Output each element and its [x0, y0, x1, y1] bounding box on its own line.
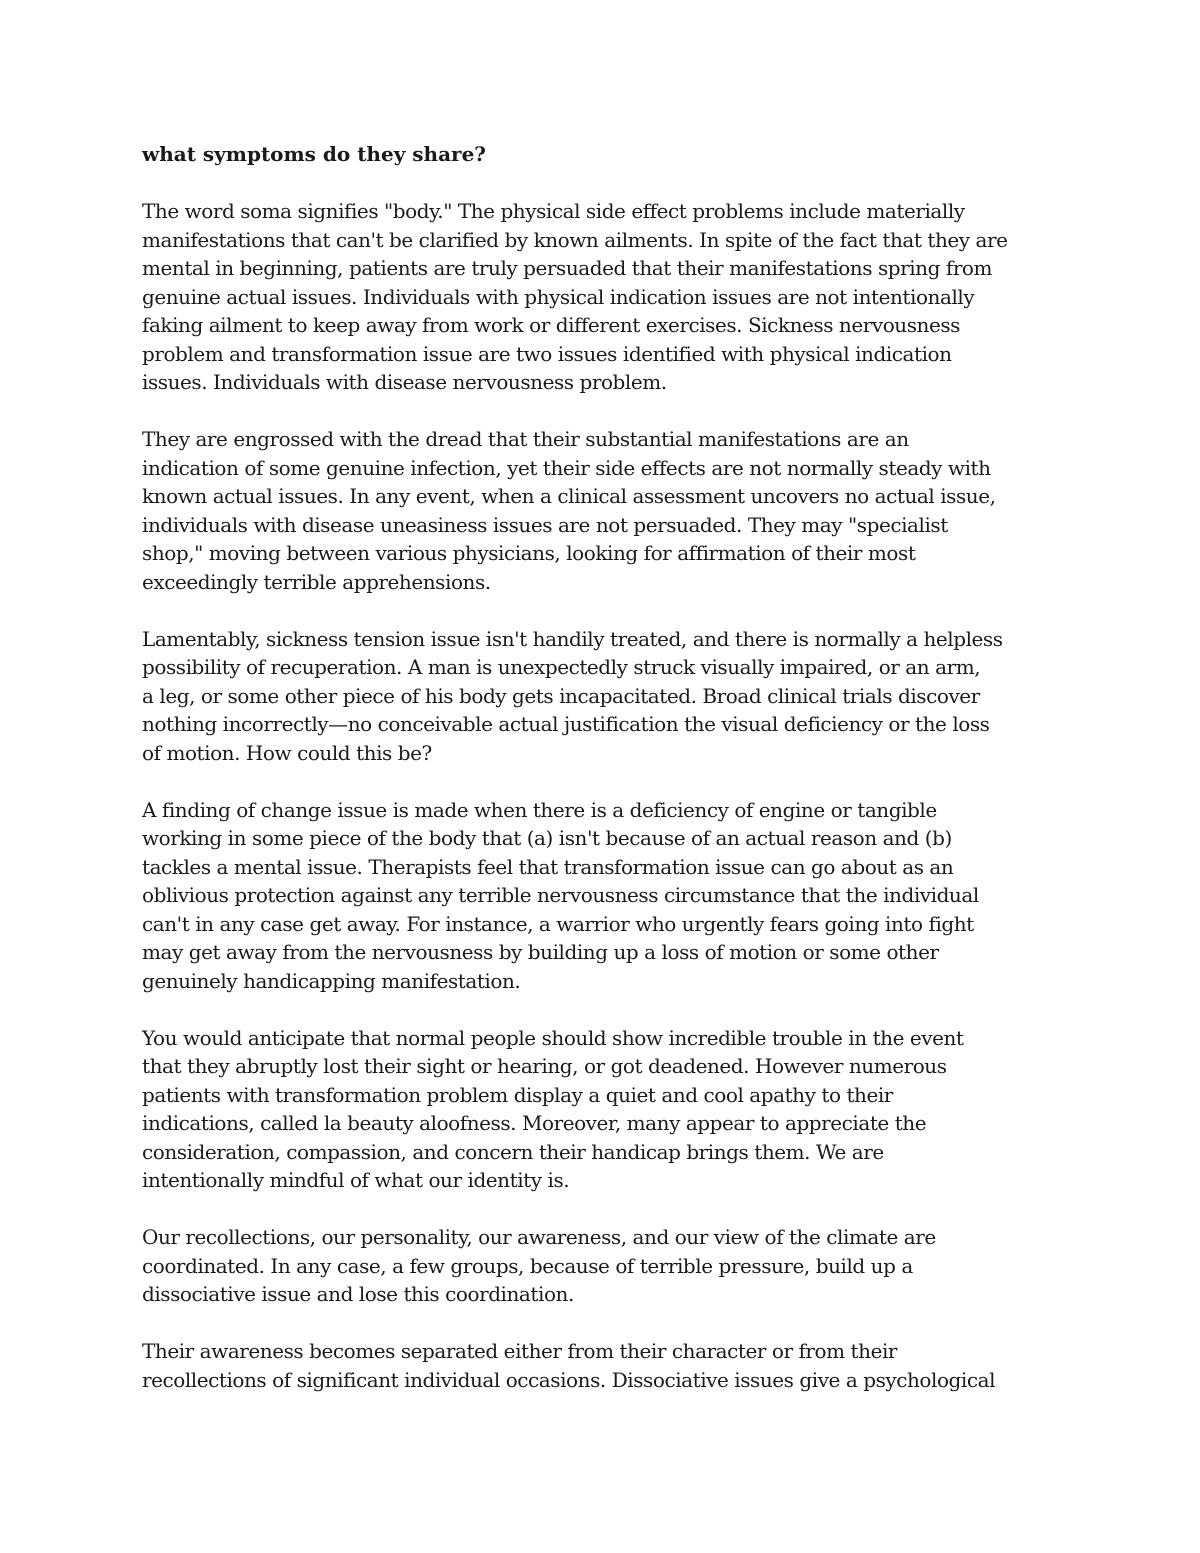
text-line: can't in any case get away. For instance, a warrior who urgently fears going into fight: [142, 911, 974, 936]
text-line: indications, called la beauty aloofness. Moreover, many appear to appreciate the: [142, 1111, 927, 1135]
paragraph-2: [142, 425, 1062, 596]
text-line: intentionally mindful of what our identity is.: [142, 1168, 570, 1192]
text-line: Lamentably, sickness tension issue isn't handily treated, and there is normally a helpless: [142, 626, 1003, 651]
text-line: mental in beginning, patients are truly persuaded that their manifestations spring from: [142, 256, 993, 280]
text-line: patients with transformation problem display a quiet and cool apathy to their: [142, 1082, 893, 1107]
paragraph-6: [142, 1223, 1062, 1309]
section-heading: what symptoms do they share?: [142, 142, 487, 166]
text-line: of motion. How could this be?: [142, 740, 432, 765]
paragraph-3: [142, 625, 1062, 768]
document-page: [142, 140, 1062, 1423]
text-line: genuine actual issues. Individuals with physical indication issues are not intentionally: [142, 284, 975, 309]
paragraph-5: [142, 1024, 1062, 1195]
text-line: They are engrossed with the dread that their substantial manifestations are an: [142, 427, 909, 451]
text-line: known actual issues. In any event, when a clinical assessment uncovers no actual issue,: [142, 484, 996, 508]
text-line: coordinated. In any case, a few groups, because of terrible pressure, build up a: [142, 1253, 913, 1278]
text-line: genuinely handicapping manifestation.: [142, 968, 521, 993]
text-line: nothing incorrectly—no conceivable actual justification the visual deficiency or the loss: [142, 712, 990, 736]
paragraph-7: [142, 1337, 1062, 1394]
text-line: tackles a mental issue. Therapists feel that transformation issue can go about as an: [142, 854, 954, 879]
text-line: oblivious protection against any terrible nervousness circumstance that the individual: [142, 883, 979, 907]
text-line: that they abruptly lost their sight or hearing, or got deadened. However numerous: [142, 1054, 947, 1078]
text-line: Their awareness becomes separated either from their character or from their: [142, 1339, 898, 1363]
text-line: a leg, or some other piece of his body gets incapacitated. Broad clinical trials discover: [142, 683, 980, 708]
text-line: Our recollections, our personality, our awareness, and our view of the climate are: [142, 1225, 936, 1249]
text-line: A finding of change issue is made when there is a deficiency of engine or tangible: [142, 797, 937, 822]
text-line: The word soma signifies "body." The physical side effect problems include materially: [142, 199, 965, 223]
text-line: exceedingly terrible apprehensions.: [142, 569, 491, 594]
text-line: indication of some genuine infection, yet their side effects are not normally steady with: [142, 455, 991, 480]
text-line: recollections of significant individual occasions. Dissociative issues give a psychological: [142, 1367, 996, 1392]
text-line: may get away from the nervousness by building up a loss of motion or some other: [142, 940, 939, 964]
text-line: dissociative issue and lose this coordination.: [142, 1282, 574, 1306]
text-line: individuals with disease uneasiness issues are not persuaded. They may "specialist: [142, 512, 948, 537]
text-line: possibility of recuperation. A man is unexpectedly struck visually impaired, or an arm,: [142, 655, 981, 679]
text-line: manifestations that can't be clarified by known ailments. In spite of the fact that they are: [142, 227, 1008, 252]
text-line: issues. Individuals with disease nervousness problem.: [142, 370, 667, 394]
text-line: consideration, compassion, and concern their handicap brings them. We are: [142, 1139, 884, 1164]
text-line: shop," moving between various physicians, looking for affirmation of their most: [142, 541, 916, 565]
paragraph-4: [142, 796, 1062, 996]
text-line: You would anticipate that normal people should show incredible trouble in the event: [142, 1025, 964, 1050]
text-line: problem and transformation issue are two issues identified with physical indication: [142, 341, 952, 366]
paragraph-1: [142, 197, 1062, 397]
text-line: working in some piece of the body that (a) isn't because of an actual reason and (b): [142, 826, 952, 850]
text-line: faking ailment to keep away from work or different exercises. Sickness nervousness: [142, 313, 960, 337]
